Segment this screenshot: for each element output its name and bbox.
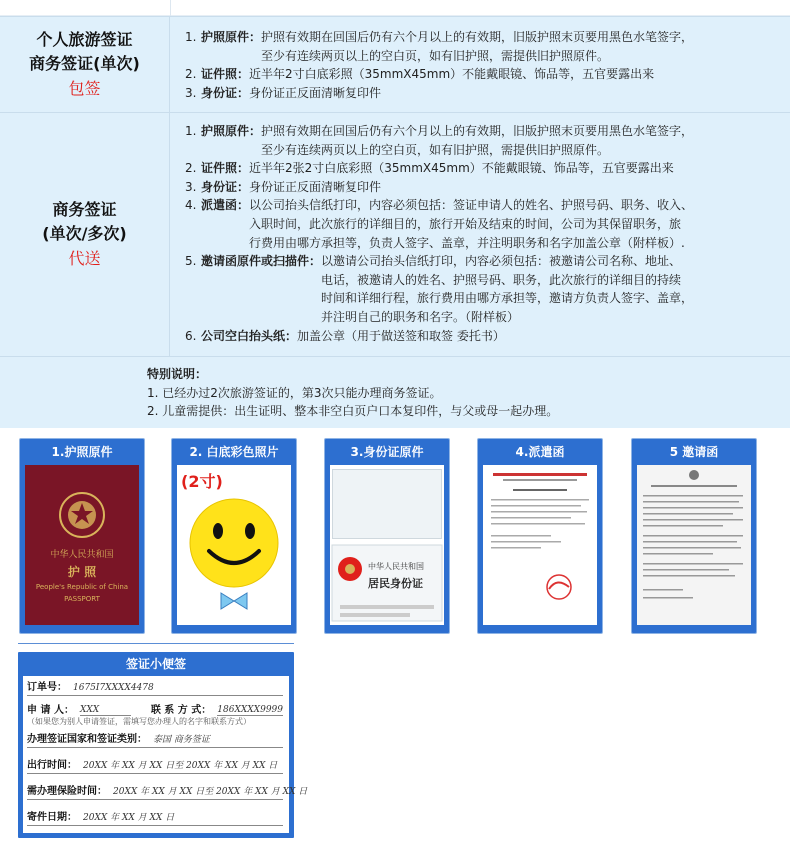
depart-row xyxy=(27,754,283,774)
applicant-value: XXX xyxy=(80,705,131,716)
depart-value: 20XX 年 XX 月 XX 日至 20XX 年 XX 月 XX 日 xyxy=(83,761,278,771)
invitation-letter-graphic-icon xyxy=(637,465,751,625)
tourist-req-item-3 xyxy=(185,84,760,103)
id-card-word: 居民身份证 xyxy=(368,577,423,590)
business-req-item-5-line-4 xyxy=(185,308,760,327)
item-number xyxy=(185,308,201,327)
card-photo-title: 2. 白底彩色照片 xyxy=(189,444,279,459)
contact-label: 联 系 方 式： xyxy=(150,705,212,716)
depart-label: 出行时间： xyxy=(27,760,77,771)
item-text: 近半年2寸白底彩照（35mmX45mm）不能戴眼镜、饰品等，五官要露出来 xyxy=(249,67,655,82)
item-number: 6. xyxy=(185,328,197,343)
id-card-image xyxy=(330,465,444,625)
item-number: 5. xyxy=(185,254,197,269)
item-text: 身份证正反面清晰复印件 xyxy=(249,85,382,100)
business-req-item-1-line-2 xyxy=(185,141,760,160)
item-number: 1. xyxy=(185,30,197,44)
passport-word: 护 照 xyxy=(67,565,97,579)
card-id-title: 3.身份证原件 xyxy=(350,444,424,459)
item-number: 4. xyxy=(185,198,197,213)
item-text: 至少有连续两页以上的空白页，如有旧护照，需提供旧护照原件。 xyxy=(261,48,610,63)
special-note-2: 2. 儿童需提供：出生证明、整本非空白页户口本复印件，与父或母一起办理。 xyxy=(147,404,559,418)
country-label: 办理签证国家和签证类别： xyxy=(27,734,147,745)
business-req-item-1 xyxy=(185,122,760,141)
special-note-1: 1. 已经办过2次旅游签证的，第3次只能办理商务签证。 xyxy=(147,385,442,400)
item-number: 2. xyxy=(185,161,197,176)
business-req-item-4 xyxy=(185,196,760,215)
tourist-req-item-1 xyxy=(185,28,760,47)
item-number: 1. xyxy=(185,124,197,138)
dispatch-letter-graphic-icon xyxy=(483,465,597,625)
tourist-visa-title: 个人旅游签证 xyxy=(36,30,133,49)
order-value: 1675I7XXXX4478 xyxy=(73,683,154,693)
special-notes xyxy=(0,356,790,428)
photo-size-tag: (2寸) xyxy=(181,472,223,491)
card-invitation-title: 5 邀请函 xyxy=(669,444,719,459)
applicant-label: 申 请 人： xyxy=(27,705,74,716)
applicant-row xyxy=(27,698,283,718)
card-photo xyxy=(172,439,296,633)
business-visa-service: 代送 xyxy=(68,249,101,268)
tourist-visa-heading xyxy=(0,17,170,112)
invitation-letter-image xyxy=(637,465,751,625)
item-text: 加盖公章（用于做送签和取签 委托书） xyxy=(297,328,505,343)
business-req-item-4-line-3 xyxy=(185,234,760,253)
item-number: 2. xyxy=(185,67,197,82)
item-text: 电话，被邀请人的姓名、护照号码、职务，此次旅行的详细目的持续 xyxy=(321,272,682,287)
item-label: 身份证： xyxy=(201,85,250,100)
item-label: 邀请函原件或扫描件： xyxy=(201,254,322,269)
business-req-item-4-line-2 xyxy=(185,215,760,234)
item-number xyxy=(185,215,201,234)
visa-note-card xyxy=(18,652,308,838)
item-text: 护照有效期在回国后仍有六个月以上的有效期，旧版护照末页要用黑色水笔签字， xyxy=(261,124,694,138)
item-label: 证件照： xyxy=(201,161,250,176)
top-strip xyxy=(0,0,790,16)
business-req-item-6 xyxy=(185,327,760,346)
country-row xyxy=(27,728,283,748)
tourist-visa-panel xyxy=(0,16,790,112)
item-number xyxy=(185,271,201,290)
order-row xyxy=(27,676,283,696)
business-req-item-5 xyxy=(185,252,760,271)
card-id xyxy=(325,439,449,633)
business-req-item-2 xyxy=(185,159,760,178)
item-text: 入职时间，此次旅行的详细目的，旅行开始及结束的时间，公司为其保留职务，旅 xyxy=(249,216,682,231)
item-number xyxy=(185,47,201,66)
passport-image xyxy=(25,465,139,625)
passport-country-en: People's Republic of China xyxy=(35,583,129,591)
item-label: 证件照： xyxy=(201,67,250,82)
card-dispatch-title: 4.派遣函 xyxy=(515,444,565,459)
item-number: 3. xyxy=(185,179,197,194)
item-text: 以邀请公司抬头信纸打印，内容必须包括：被邀请公司名称、地址、 xyxy=(321,254,682,269)
business-req-item-5-line-2 xyxy=(185,271,760,290)
tourist-visa-service: 包签 xyxy=(68,79,101,98)
card-passport-title: 1.护照原件 xyxy=(51,444,113,459)
business-req-item-5-line-3 xyxy=(185,289,760,308)
item-label: 派遣函： xyxy=(201,198,250,213)
send-label: 寄件日期： xyxy=(27,812,77,823)
business-requirements xyxy=(185,122,760,345)
business-visa-panel xyxy=(0,112,790,356)
applicant-hint: （如果您为别人申请签证，需填写您办理人的名字和联系方式） xyxy=(27,717,251,726)
business-visa-subtitle: (单次/多次) xyxy=(42,224,127,243)
item-text: 至少有连续两页以上的空白页，如有旧护照，需提供旧护照原件。 xyxy=(261,142,610,157)
card-dispatch-letter xyxy=(478,439,602,633)
passport-country-cn: 中华人民共和国 xyxy=(50,550,114,560)
business-visa-heading xyxy=(0,113,170,356)
send-row xyxy=(27,806,283,826)
item-label: 身份证： xyxy=(201,179,250,194)
item-number xyxy=(185,141,201,160)
insurance-value: 20XX 年 XX 月 XX 日至 20XX 年 XX 月 XX 日 xyxy=(113,787,308,797)
item-number: 3. xyxy=(185,85,197,100)
item-text: 时间和详细行程，旅行费用由哪方承担等，邀请方负责人签字、盖章， xyxy=(321,291,694,306)
tourist-req-item-2 xyxy=(185,65,760,84)
visa-note-form xyxy=(23,676,308,833)
card-passport xyxy=(20,439,144,633)
item-label: 公司空白抬头纸： xyxy=(201,328,298,343)
item-text: 以公司抬头信纸打印，内容必须包括：签证申请人的姓名、护照号码、职务、收入、 xyxy=(249,198,694,213)
order-label: 订单号： xyxy=(27,682,67,693)
item-text: 近半年2张2寸白底彩照（35mmX45mm）不能戴眼镜、饰品等，五官要露出来 xyxy=(249,161,674,176)
tourist-requirements xyxy=(185,28,760,102)
tourist-visa-subtitle: 商务签证(单次) xyxy=(29,54,140,73)
tourist-req-item-1-line-2 xyxy=(185,47,760,66)
sample-documents xyxy=(0,428,790,842)
item-text: 并注明自己的职务和名字。（附样板） xyxy=(321,309,520,324)
insurance-row xyxy=(27,780,308,800)
divider xyxy=(18,643,294,644)
item-text: 护照有效期在回国后仍有六个月以上的有效期，旧版护照末页要用黑色水笔签字， xyxy=(261,30,694,44)
contact-value: 186XXXX9999 xyxy=(217,705,283,715)
business-req-item-3 xyxy=(185,178,760,197)
item-text: 身份证正反面清晰复印件 xyxy=(249,179,382,194)
photo-image xyxy=(177,465,291,625)
item-number xyxy=(185,289,201,308)
business-visa-title: 商务签证 xyxy=(52,200,117,219)
insurance-label: 需办理保险时间： xyxy=(27,786,107,797)
item-number xyxy=(185,234,201,253)
dispatch-letter-image xyxy=(483,465,597,625)
special-notes-title: 特别说明： xyxy=(147,367,208,381)
item-label: 护照原件： xyxy=(201,30,262,44)
id-country-cn: 中华人民共和国 xyxy=(368,562,424,571)
send-value: 20XX 年 XX 月 XX 日 xyxy=(83,813,175,823)
card-invitation-letter xyxy=(632,439,756,633)
item-text: 行费用由哪方承担等，负责人签字、盖章，并注明职务和名字加盖公章（附样板）. xyxy=(249,235,685,250)
country-value: 泰国 商务签证 xyxy=(153,735,210,745)
item-label: 护照原件： xyxy=(201,124,262,138)
passport-label-en: PASSPORT xyxy=(64,595,100,603)
visa-note-title: 签证小便签 xyxy=(125,656,186,671)
